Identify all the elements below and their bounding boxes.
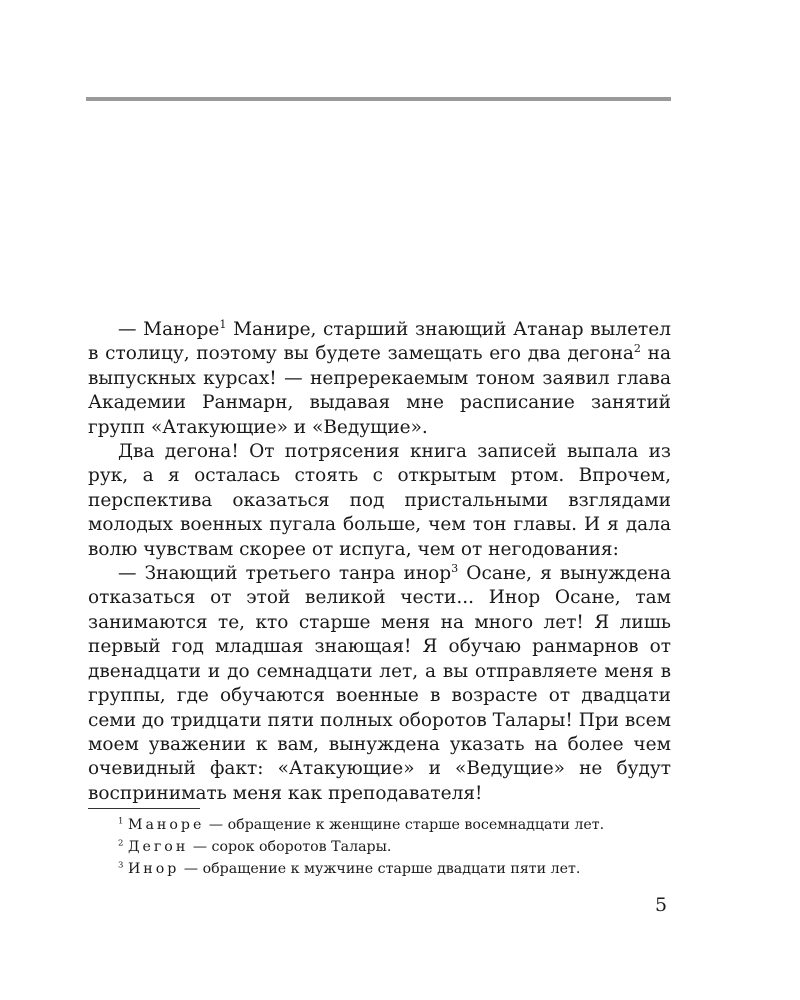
footnote-term: Дегон: [127, 839, 189, 855]
paragraph: [88, 562, 671, 806]
footnote: [118, 836, 678, 858]
paragraph-text: Манире, старший знающий Атанар вылетел в столицу, поэтому вы будете замещать его два дегона: [88, 319, 671, 365]
footnote-number: 1: [118, 816, 124, 827]
footnote-text: — обращение к мужчине старше двадцати пяти лет.: [179, 861, 581, 877]
paragraph-text: на выпускных курсах! — непререкаемым тоном заявил глава Академии Ранмарн, выдавая мне расписание занятий групп «Атакующие» и «Ведущие».: [88, 343, 671, 438]
paragraph-text: Два дегона! От потрясения книга записей выпала из рук, а я осталась стоять с открытым ртом. Впрочем, перспектива оказаться под пристальными взглядами молодых военных пугала больше, чем тон главы. И я дала волю чувствам скорее от испуга, чем от негодования:: [88, 441, 671, 560]
paragraph-text: — Знающий третьего танра инор: [118, 563, 452, 585]
footnote-separator: [88, 808, 200, 809]
header-rule: [86, 97, 671, 101]
footnote-number: 2: [118, 838, 124, 849]
footnote-term: Инор: [127, 861, 180, 877]
footnote: [118, 858, 678, 880]
paragraph-text: — Маноре: [118, 319, 220, 340]
footnote-term: Маноре: [127, 817, 205, 833]
footnote-ref: 3: [451, 561, 459, 575]
body-text: [88, 318, 671, 806]
footnote-text: — сорок оборотов Талары.: [188, 839, 392, 855]
footnotes: [118, 814, 678, 880]
paragraph-text: Осане, я вынуждена отказаться от этой великой чести... Инор Осане, там занимаются те, кто старше меня на много лет! Я лишь первый год младшая знающая! Я обучаю ранмарнов от двенадцати и до семнадцати лет, а вы отправляете меня в группы, где обучаются военные в возрасте от двадцати семи до тридцати пяти полных оборотов Талары! При всем моем уважении к вам, вынуждена указать на более чем очевидный факт: «Атакующие» и «Ведущие» не будут воспринимать меня как преподавателя!: [88, 563, 672, 804]
page-number: 5: [655, 894, 668, 916]
footnote-ref: 1: [219, 317, 227, 331]
footnote-ref: 2: [633, 342, 641, 356]
paragraph: [88, 318, 671, 440]
footnote-text: — обращение к женщине старше восемнадцати лет.: [204, 817, 605, 833]
paragraph: [88, 440, 671, 562]
footnote-number: 3: [118, 860, 124, 871]
footnote: [118, 814, 678, 836]
